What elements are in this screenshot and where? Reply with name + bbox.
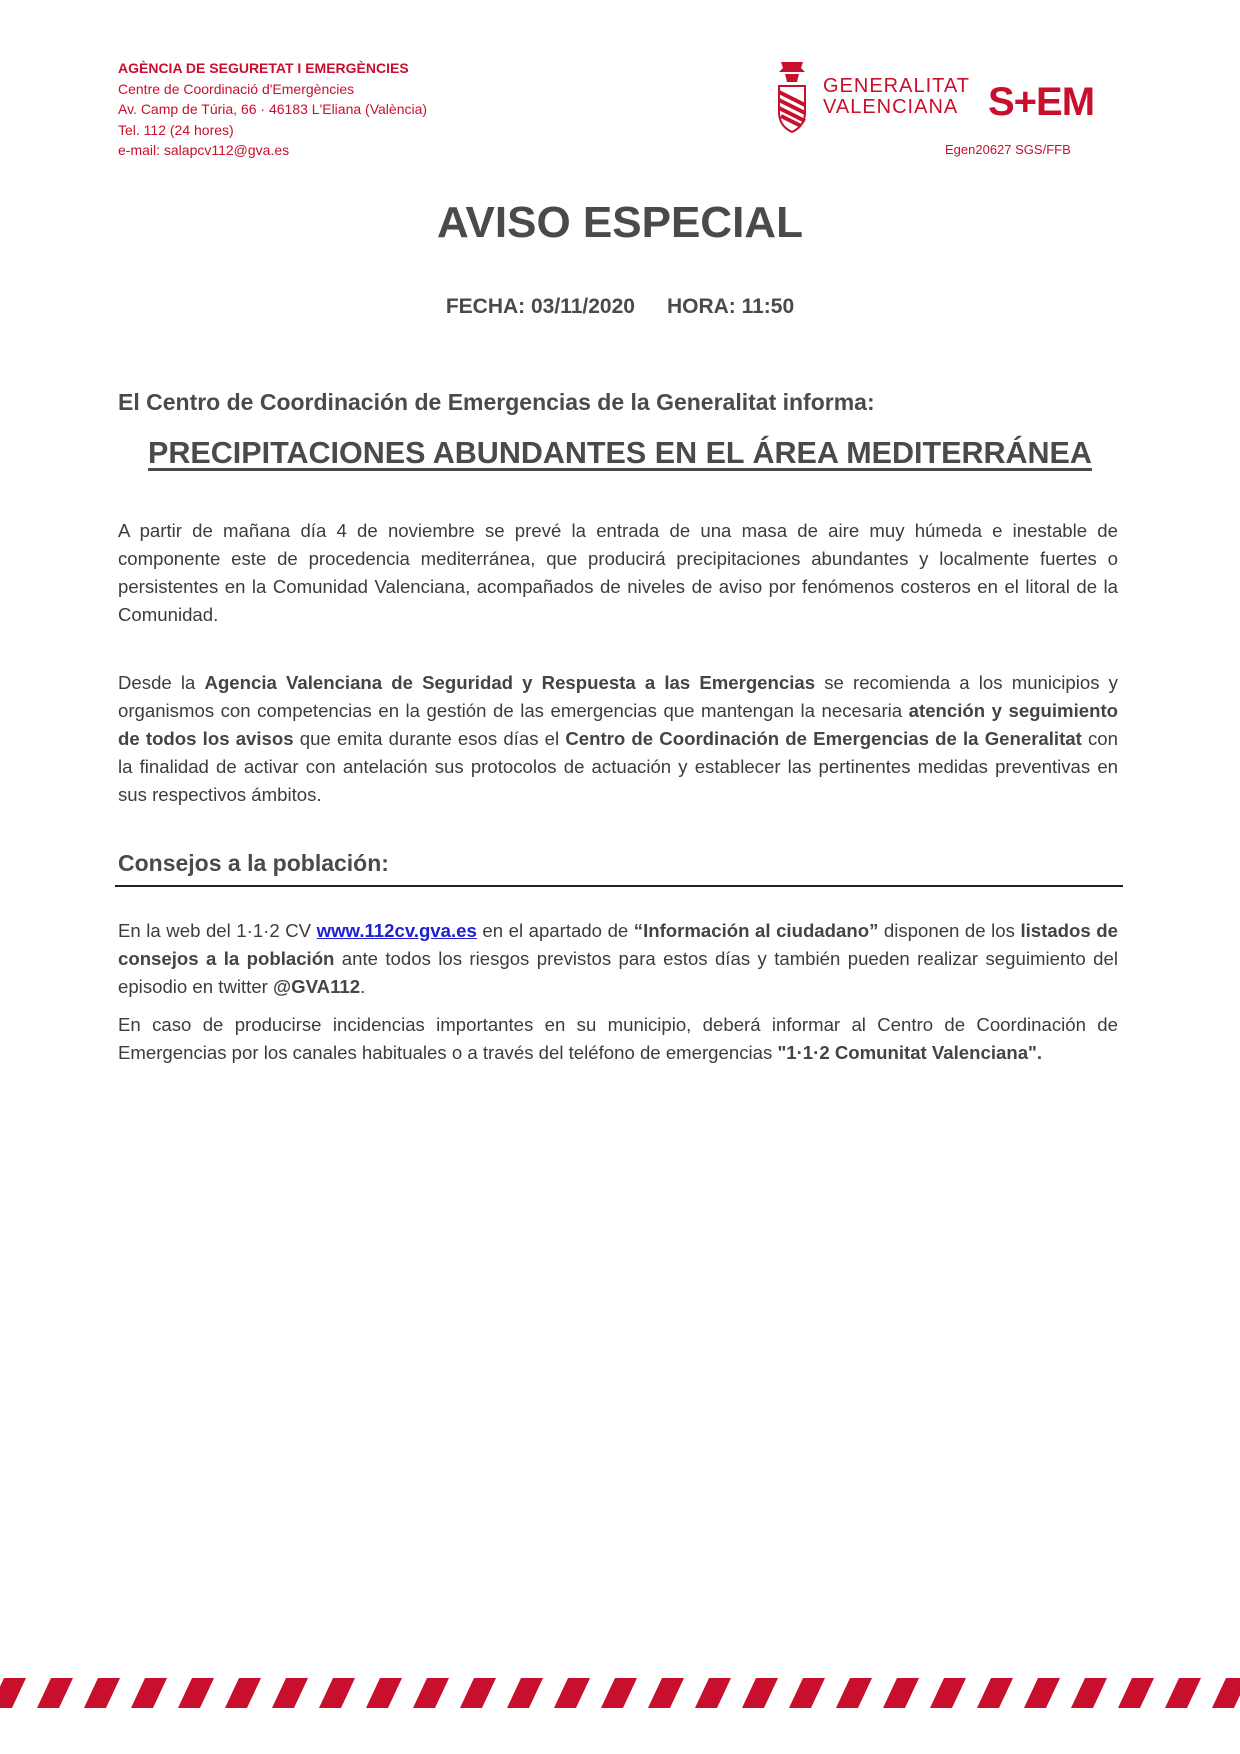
agency-address: Av. Camp de Túria, 66 · 46183 L'Eliana (València) [118,101,428,117]
heading-divider [115,885,1123,887]
document-reference: Egen20627 SGS/FFB [945,142,1071,157]
sem-logo: S+EM [988,80,1095,124]
alert-headline: PRECIPITACIONES ABUNDANTES EN EL ÁREA MEDITERRÁNEA [148,436,1092,470]
date-time-line [0,295,1240,319]
bold-run: atención y seguimiento de todos los avisos [118,700,1119,749]
tape-stripe [178,1678,214,1708]
generalitat-logo [775,60,970,134]
tape-stripe [84,1678,120,1708]
text-run: En caso de producirse incidencias importantes en su municipio, deberá informar al Centro de Coordinación de Emergencias por los canales habituales o a través del teléfono de emergencias [118,1014,1118,1063]
text-run: se recomienda a los municipios y organismos con competencias en la gestión de las emergencias que mantengan la necesaria [118,672,1118,721]
agency-center: Centre de Coordinació d'Emergències [118,80,355,97]
tape-stripe [1118,1678,1154,1708]
tape-stripe [601,1678,637,1708]
striped-warning-tape [0,1672,1240,1712]
tape-stripe [0,1678,26,1708]
agency-email: e-mail: salapcv112@gva.es [118,142,290,158]
bold-run: “Información al ciudadano” [633,920,879,941]
tape-stripe [648,1678,684,1708]
bold-run: listados de consejos a la población [118,920,1118,969]
tape-stripe [1165,1678,1201,1708]
bold-run: Centro de Coordinación de Emergencias de la Generalitat [565,728,1082,749]
tape-stripe [554,1678,590,1708]
agency-contact-block [118,58,427,161]
website-link[interactable]: www.112cv.gva.es [316,920,477,941]
date-label: FECHA: 03/11/2020 [445,295,635,318]
tape-stripe [225,1678,261,1708]
tape-stripe [742,1678,778,1708]
agency-name: AGÈNCIA DE SEGURETAT I EMERGÈNCIES [118,60,409,76]
tape-stripe [460,1678,496,1708]
tape-stripe [1071,1678,1107,1708]
generalitat-wordmark [823,76,970,118]
advice-heading: Consejos a la población: [118,850,389,876]
logo-line-2: VALENCIANA [823,96,959,118]
bold-run: "1·1·2 Comunitat Valenciana". [777,1042,1043,1063]
text-run: disponen de los [878,920,1021,941]
time-label: HORA: 11:50 [666,295,795,318]
bold-run: Agencia Valenciana de Seguridad y Respuesta a las Emergencias [204,672,816,693]
tape-stripe [1024,1678,1060,1708]
page-title: AVISO ESPECIAL [437,198,803,247]
paragraph-recommendation [118,669,1118,809]
logo-line-1: GENERALITAT [823,75,970,97]
text-run: con la finalidad de activar con antelación sus protocolos de actuación y establecer las pertinentes medidas preventivas en sus respectivos ámbitos. [118,728,1118,805]
generalitat-emblem-icon [775,60,809,134]
text-run: ante todos los riesgos previstos para estos días y también pueden realizar seguimiento del episodio en twitter [118,948,1118,997]
text-run: . [360,976,366,997]
text-run: en el apartado de [476,920,634,941]
informs-heading: El Centro de Coordinación de Emergencias de la Generalitat informa: [118,389,875,415]
paragraph-forecast: A partir de mañana día 4 de noviembre se prevé la entrada de una masa de aire muy húmeda e inestable de componente este de procedencia mediterránea, que producirá precipitaciones abundantes y localmente fuertes o persistentes en la Comunidad Valenciana, acompañados de niveles de aviso por fenómenos costeros en el litoral de la Comunidad. [118,520,1118,625]
tape-stripe [695,1678,731,1708]
tape-stripe [319,1678,355,1708]
twitter-handle: @GVA112 [273,976,361,997]
tape-stripe [930,1678,966,1708]
tape-stripe [366,1678,402,1708]
tape-stripe [37,1678,73,1708]
text-run: que emita durante esos días el [293,728,566,749]
tape-stripe [131,1678,167,1708]
tape-stripe [836,1678,872,1708]
paragraph-web-advice [118,917,1118,1001]
tape-stripe [977,1678,1013,1708]
text-run: En la web del 1·1·2 CV [118,920,317,941]
tape-stripe [789,1678,825,1708]
agency-phone: Tel. 112 (24 hores) [118,121,234,138]
tape-stripe [413,1678,449,1708]
tape-stripe [883,1678,919,1708]
tape-stripe [272,1678,308,1708]
text-run: Desde la [118,672,205,693]
header-logos [775,60,1115,140]
tape-stripe [507,1678,543,1708]
tape-stripe [1212,1678,1240,1708]
paragraph-incidents [118,1011,1118,1067]
